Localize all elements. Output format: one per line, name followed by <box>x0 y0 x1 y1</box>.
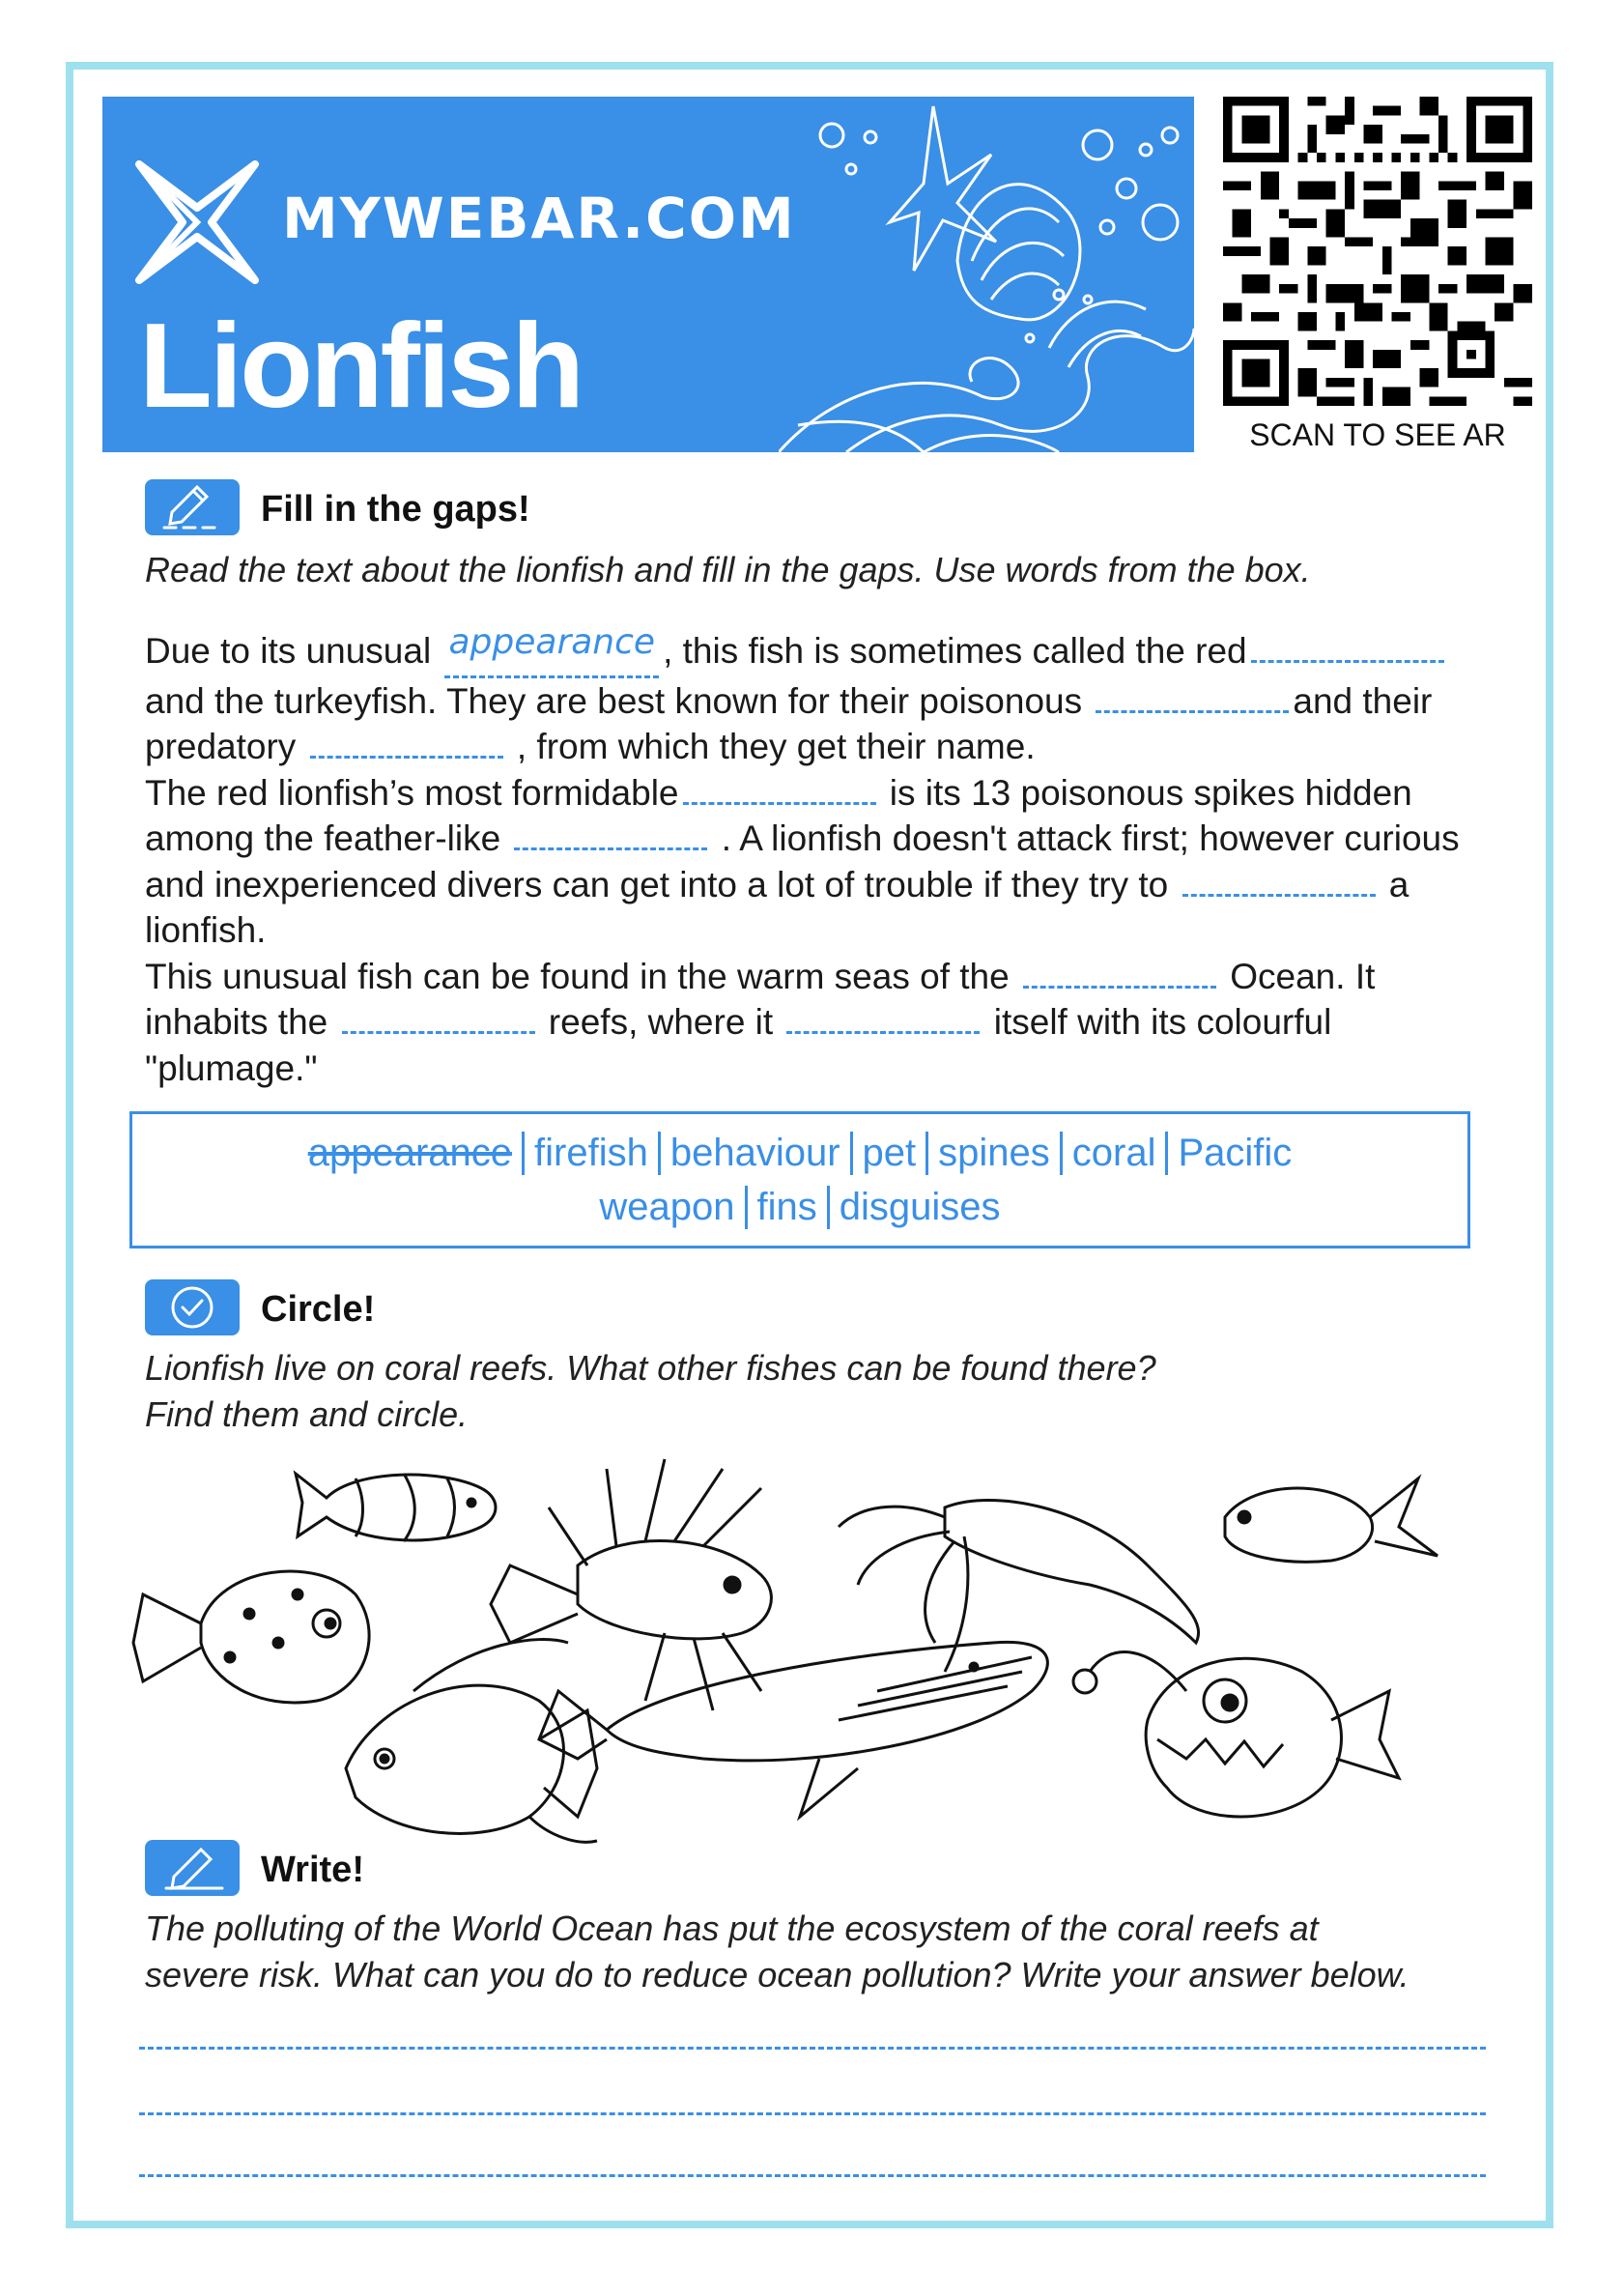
word-box-row-1 <box>132 1132 1467 1175</box>
gap-blank[interactable] <box>1096 681 1289 713</box>
word-box-row-2 <box>132 1186 1467 1229</box>
whale-icon[interactable] <box>539 1642 1047 1817</box>
qr-code[interactable] <box>1219 97 1536 406</box>
circle-instruction-1: Lionfish live on coral reefs. What other fishes can be found there? <box>145 1348 1156 1388</box>
answer-line[interactable] <box>139 2047 1486 2050</box>
qr-caption: SCAN TO SEE AR <box>1249 417 1506 452</box>
word-box-item: disguises <box>839 1186 1001 1228</box>
word-box-item: Pacific <box>1178 1132 1293 1174</box>
write-instruction-1: The polluting of the World Ocean has put the ecosystem of the coral reefs at <box>145 1909 1319 1948</box>
boxfish-icon[interactable] <box>133 1571 369 1703</box>
pencil-write-icon <box>145 1840 240 1896</box>
sea-decoration-icon <box>779 97 1194 452</box>
lionfish-icon[interactable] <box>491 1459 771 1710</box>
section-title-fill: Fill in the gaps! <box>261 489 530 530</box>
gap-blank[interactable] <box>786 1002 980 1034</box>
anglerfish-icon[interactable] <box>1073 1652 1399 1817</box>
gap-blank[interactable] <box>342 1002 535 1034</box>
gap-blank[interactable] <box>683 773 876 805</box>
section-title-circle: Circle! <box>261 1289 376 1330</box>
passage-text: reefs, where it <box>538 1002 783 1042</box>
passage-text: This unusual fish can be found in the warm seas of the <box>145 956 1019 996</box>
gap-answer: appearance <box>448 622 656 662</box>
word-box <box>129 1111 1470 1248</box>
mywebar-logo-icon <box>129 155 265 290</box>
pencil-gap-icon <box>145 479 240 535</box>
passage-text: , from which they get their name. <box>506 727 1036 766</box>
gap-blank[interactable] <box>514 818 707 850</box>
word-box-item: pet <box>853 1132 929 1175</box>
passage-text: Due to its unusual <box>145 631 441 671</box>
word-box-item: coral <box>1063 1132 1169 1175</box>
passage-text: and the turkeyfish. They are best known for their poisonous <box>145 680 1093 721</box>
answer-line[interactable] <box>139 2174 1486 2177</box>
squid-icon[interactable] <box>839 1501 1199 1673</box>
section-title-write: Write! <box>261 1850 364 1890</box>
word-box-item: fins <box>748 1186 830 1229</box>
word-box-item: weapon <box>589 1186 747 1229</box>
passage-text: The red lionfish’s most formidable <box>145 772 679 813</box>
reef-fish-illustrations <box>124 1449 1457 1855</box>
header-banner <box>102 97 1194 452</box>
fill-instruction: Read the text about the lionfish and fill in the gaps. Use words from the box. <box>145 550 1311 589</box>
gap-blank[interactable] <box>1251 631 1444 663</box>
word-box-item: firefish <box>525 1132 661 1175</box>
passage-text: Ocean. It inhabits the <box>145 956 1376 1042</box>
goldfish-icon[interactable] <box>1225 1478 1438 1562</box>
write-instruction-2: severe risk. What can you do to reduce ocean pollution? Write your answer below. <box>145 1955 1409 1995</box>
gap-blank[interactable] <box>310 727 503 759</box>
fill-passage <box>145 622 1497 1091</box>
passage-text: is its 13 poisonous spikes hidden among the feather-like <box>145 772 1412 858</box>
angelfish-icon[interactable] <box>346 1640 597 1843</box>
gap-blank[interactable] <box>1023 957 1216 989</box>
gap-blank[interactable] <box>444 622 659 678</box>
word-box-item: appearance <box>299 1132 525 1175</box>
check-circle-icon <box>145 1279 240 1335</box>
clownfish-icon[interactable] <box>296 1474 496 1541</box>
answer-line[interactable] <box>139 2112 1486 2115</box>
passage-text: itself with its colourful "plumage." <box>145 1002 1332 1088</box>
brand-name: MYWEBAR.COM <box>282 186 796 251</box>
circle-instruction-2: Find them and circle. <box>145 1394 469 1434</box>
page-title: Lionfish <box>139 300 583 433</box>
passage-text: a lionfish. <box>145 864 1409 950</box>
word-box-item: behaviour <box>661 1132 853 1175</box>
passage-text: and their predatory <box>145 680 1433 766</box>
passage-text: . A lionfish doesn't attack first; however curious and inexperienced divers can get into a lot of trouble if they try to <box>145 818 1460 904</box>
word-box-item: spines <box>928 1132 1063 1175</box>
passage-text: , this fish is sometimes called the red <box>663 631 1247 671</box>
gap-blank[interactable] <box>1182 865 1376 897</box>
